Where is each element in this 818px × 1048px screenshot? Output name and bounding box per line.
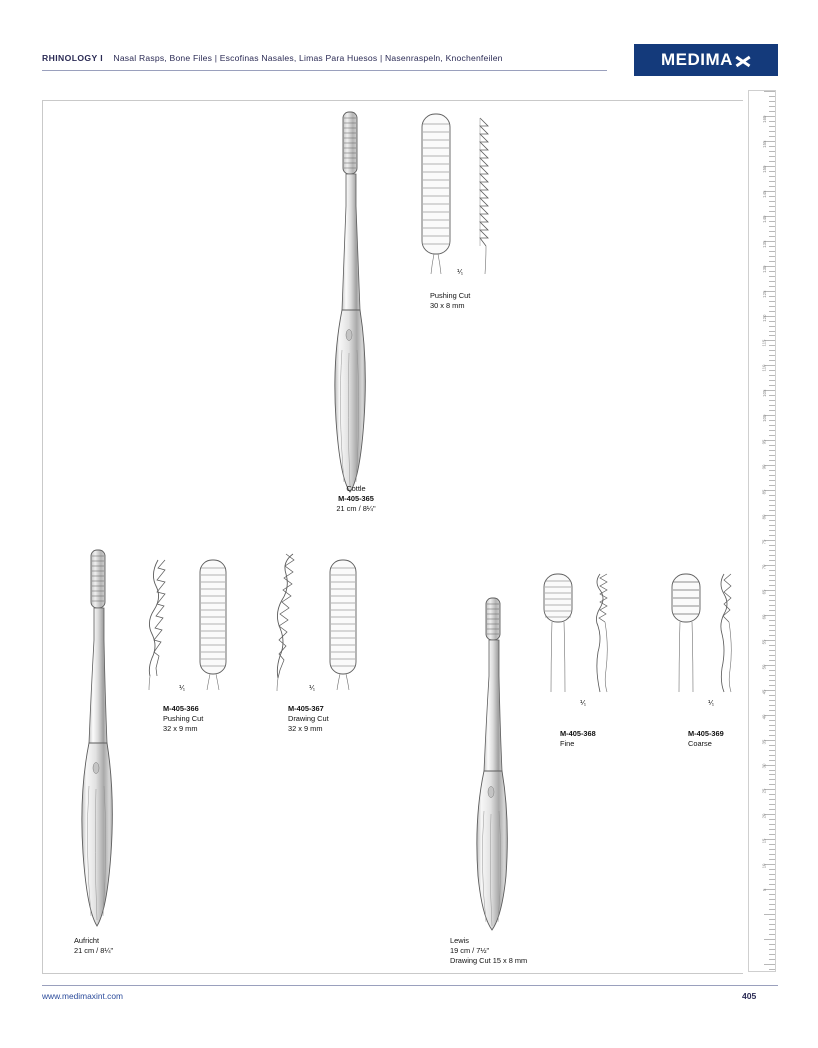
ruler-label: 100 [761,414,767,423]
ruler-tick [769,625,775,626]
ruler-tick [769,675,775,676]
ruler-tick [769,620,775,621]
ruler-tick [769,360,775,361]
cottle-detail-caption [430,291,520,311]
ruler-tick [769,560,775,561]
ruler-tick [769,445,775,446]
ruler-label: 120 [761,314,767,323]
ruler-tick [769,171,775,172]
footer-url-prefix: www. [42,991,63,1001]
ruler-tick [764,939,775,940]
file-369-scale: ⅟₁ [707,700,715,707]
ruler-tick [769,834,775,835]
ruler-tick [769,301,775,302]
ruler-tick [769,510,775,511]
ruler-tick [769,635,775,636]
footer-url-mid: medimaxint [62,991,105,1001]
ruler-tick [769,610,775,611]
brand-logo-text: MEDIMA [661,50,733,69]
ruler-tick [769,131,775,132]
aufricht-name: Aufricht [74,936,100,945]
file-369-code: M-405-369 [688,729,724,738]
file-368-detail-drawing [538,566,638,706]
ruler-label: 115 [761,339,767,347]
ruler-tick [769,96,775,97]
lewis-instrument-drawing [466,596,546,936]
ruler-label: 145 [761,190,767,198]
ruler-tick [769,306,775,307]
ruler-tick [769,146,775,147]
file-368-scale: ⅟₁ [579,700,587,707]
ruler-tick [769,326,775,327]
ruler-tick [769,211,775,212]
ruler-tick [769,385,775,386]
lewis-size: 19 cm / 7½" [450,946,490,955]
lewis-name: Lewis [450,936,469,945]
ruler-tick [769,420,775,421]
ruler-label: 15 [761,838,767,844]
ruler-tick [769,450,775,451]
ruler-tick [769,430,775,431]
ruler-tick [769,410,775,411]
rasp-367-size: 32 x 9 mm [288,724,323,733]
rasp-366-cut: Pushing Cut [163,714,204,723]
ruler-tick [769,161,775,162]
ruler-tick [769,176,775,177]
ruler-label: 140 [761,215,767,223]
ruler-tick [769,899,775,900]
ruler-tick [769,720,775,721]
file-368-cut: Fine [560,739,575,748]
ruler-tick [769,530,775,531]
aufricht-caption [74,936,174,956]
ruler-tick [769,760,775,761]
ruler-tick [769,605,775,606]
ruler-tick [764,964,775,965]
ruler-label: 75 [761,539,767,545]
ruler-tick [769,844,775,845]
ruler-tick [769,809,775,810]
ruler-tick [769,500,775,501]
ruler-tick [769,475,775,476]
ruler-tick [769,879,775,880]
ruler-tick [769,251,775,252]
ruler-tick [769,111,775,112]
rasp-367-code: M-405-367 [288,704,324,713]
ruler-label: 105 [761,389,767,398]
ruler-tick [769,271,775,272]
brand-logo [634,44,778,76]
ruler-label: 110 [761,364,767,372]
ruler-tick [769,735,775,736]
lewis-cut: Drawing Cut 15 x 8 mm [450,956,528,965]
ruler-tick [769,685,775,686]
rasp-366-scale: ⅟₁ [178,685,186,692]
ruler-label: 70 [761,564,767,570]
ruler-tick [769,286,775,287]
rasp-367-cut: Drawing Cut [288,714,329,723]
ruler-tick [769,645,775,646]
ruler-tick [769,919,775,920]
footer-url-suffix: .com [104,991,123,1001]
cottle-detail-drawing [412,112,502,282]
ruler-tick [769,375,775,376]
ruler-tick [769,710,775,711]
ruler-tick [769,505,775,506]
ruler-tick [769,804,775,805]
rasp-366-code: M-405-366 [163,704,199,713]
ruler-label: 150 [761,165,767,173]
ruler-label: 160 [761,115,767,123]
ruler-tick [769,655,775,656]
ruler-tick [769,784,775,785]
ruler-tick [769,829,775,830]
ruler-label: 35 [761,739,767,744]
ruler-tick [769,670,775,671]
ruler-tick [769,869,775,870]
ruler-label: 60 [761,614,767,620]
ruler-tick [769,779,775,780]
ruler-tick [769,331,775,332]
ruler-label: 20 [761,813,767,819]
ruler-tick [769,231,775,232]
ruler-tick [769,400,775,401]
ruler-tick [764,914,775,915]
aufricht-size: 21 cm / 8¼" [74,946,114,955]
ruler-tick [769,745,775,746]
ruler-label: 55 [761,639,767,645]
ruler-tick [769,181,775,182]
ruler-tick [769,281,775,282]
cottle-caption [326,484,386,514]
ruler-label: 155 [761,140,767,148]
ruler-tick [769,405,775,406]
header-title-multilang: Nasal Rasps, Bone Files | Escofinas Nasales, Limas Para Huesos | Nasenraspeln, Knochenfeilen [113,53,503,63]
ruler-tick [769,949,775,950]
ruler-label: 30 [761,763,767,769]
ruler-tick [769,545,775,546]
ruler-tick [769,535,775,536]
ruler-tick [769,470,775,471]
rasp-366-caption [163,704,263,734]
ruler-tick [769,730,775,731]
ruler-tick [769,425,775,426]
ruler-label: 10 [761,863,767,869]
ruler-tick [769,570,775,571]
ruler-tick [769,700,775,701]
ruler-tick [769,525,775,526]
rasp-367-caption [288,704,388,734]
ruler-tick [769,480,775,481]
ruler-tick [769,824,775,825]
ruler-label: 50 [761,664,767,670]
cottle-code: M-405-365 [338,494,374,503]
ruler-tick [769,455,775,456]
footer-page-number: 405 [742,991,757,1001]
ruler-tick [769,909,775,910]
ruler-tick [769,311,775,312]
ruler-tick [769,256,775,257]
ruler-tick [769,276,775,277]
ruler-tick [769,495,775,496]
ruler-tick [769,819,775,820]
file-368-caption [560,729,660,749]
header-divider [42,70,607,71]
ruler-tick [769,934,775,935]
ruler-tick [769,794,775,795]
ruler-tick [769,236,775,237]
ruler-tick [769,924,775,925]
ruler-tick [769,650,775,651]
ruler-tick [769,335,775,336]
ruler-label: 25 [761,788,767,794]
ruler-tick [769,156,775,157]
ruler-tick [769,221,775,222]
ruler-tick [769,101,775,102]
cottle-detail-scale: ⅟₁ [456,269,464,276]
ruler-tick [769,680,775,681]
ruler-label: 135 [761,240,767,248]
ruler-tick [769,246,775,247]
file-368-code: M-405-368 [560,729,596,738]
ruler-tick [769,206,775,207]
ruler-tick [769,435,775,436]
ruler-label: 80 [761,514,767,520]
ruler-tick [769,725,775,726]
ruler-tick [769,695,775,696]
ruler-tick [769,580,775,581]
ruler-tick [769,380,775,381]
ruler-tick [769,136,775,137]
ruler-label: 95 [761,439,767,445]
ruler-tick [769,520,775,521]
ruler-tick [769,555,775,556]
ruler-label: 130 [761,265,767,273]
ruler-tick [769,954,775,955]
ruler-tick [769,959,775,960]
ruler-tick [769,874,775,875]
ruler-label: 125 [761,290,767,298]
rasp-367-scale: ⅟₁ [308,685,316,692]
ruler-tick [769,755,775,756]
ruler-tick [769,849,775,850]
footer-divider [42,985,778,986]
header-titles [42,53,503,63]
rasp-366-size: 32 x 9 mm [163,724,198,733]
ruler-tick [769,126,775,127]
ruler-tick [769,585,775,586]
page-header [42,46,778,80]
ruler-tick [769,705,775,706]
ruler-tick [769,894,775,895]
rasp-367-detail-drawing [258,548,368,693]
ruler-tick [769,355,775,356]
ruler-tick [769,296,775,297]
ruler-tick [769,350,775,351]
lewis-caption [450,936,590,966]
cottle-name: Cottle [346,484,366,493]
footer-website-link[interactable] [42,991,123,1001]
ruler-tick [769,226,775,227]
ruler-tick [769,370,775,371]
cottle-detail-size: 30 x 8 mm [430,301,465,310]
file-369-cut: Coarse [688,739,712,748]
ruler-tick [769,859,775,860]
ruler-tick [769,575,775,576]
cottle-detail-name: Pushing Cut [430,291,471,300]
ruler-tick [769,460,775,461]
ruler-tick [769,186,775,187]
ruler-label: 65 [761,589,767,595]
ruler-tick [764,91,775,92]
ruler-label: 90 [761,464,767,470]
ruler-tick [769,321,775,322]
ruler-tick [769,944,775,945]
ruler-tick [769,799,775,800]
ruler-label: 85 [761,489,767,495]
header-section: RHINOLOGY I [42,53,104,63]
ruler-tick [769,600,775,601]
ruler-tick [769,854,775,855]
ruler-label: 5 [761,888,767,892]
ruler-tick [769,630,775,631]
ruler-tick [769,151,775,152]
ruler-tick [769,196,775,197]
measurement-ruler [748,90,776,972]
ruler-tick [769,261,775,262]
cottle-instrument-drawing [322,110,402,500]
ruler-label: 45 [761,689,767,695]
ruler-tick [769,121,775,122]
ruler-tick [769,969,775,970]
ruler-tick [769,929,775,930]
ruler-tick [769,550,775,551]
ruler-tick [769,485,775,486]
ruler-tick [769,770,775,771]
ruler-tick [769,201,775,202]
ruler-tick [769,884,775,885]
ruler-tick [769,395,775,396]
x-mark-icon [734,52,751,69]
ruler-tick [769,774,775,775]
ruler-tick [769,106,775,107]
ruler-tick [769,904,775,905]
ruler-tick [769,660,775,661]
rasp-366-detail-drawing [128,552,238,692]
ruler-tick [769,345,775,346]
ruler-label: 40 [761,714,767,719]
ruler-tick [769,750,775,751]
cottle-size: 21 cm / 8¼" [336,504,376,513]
ruler-tick [769,595,775,596]
